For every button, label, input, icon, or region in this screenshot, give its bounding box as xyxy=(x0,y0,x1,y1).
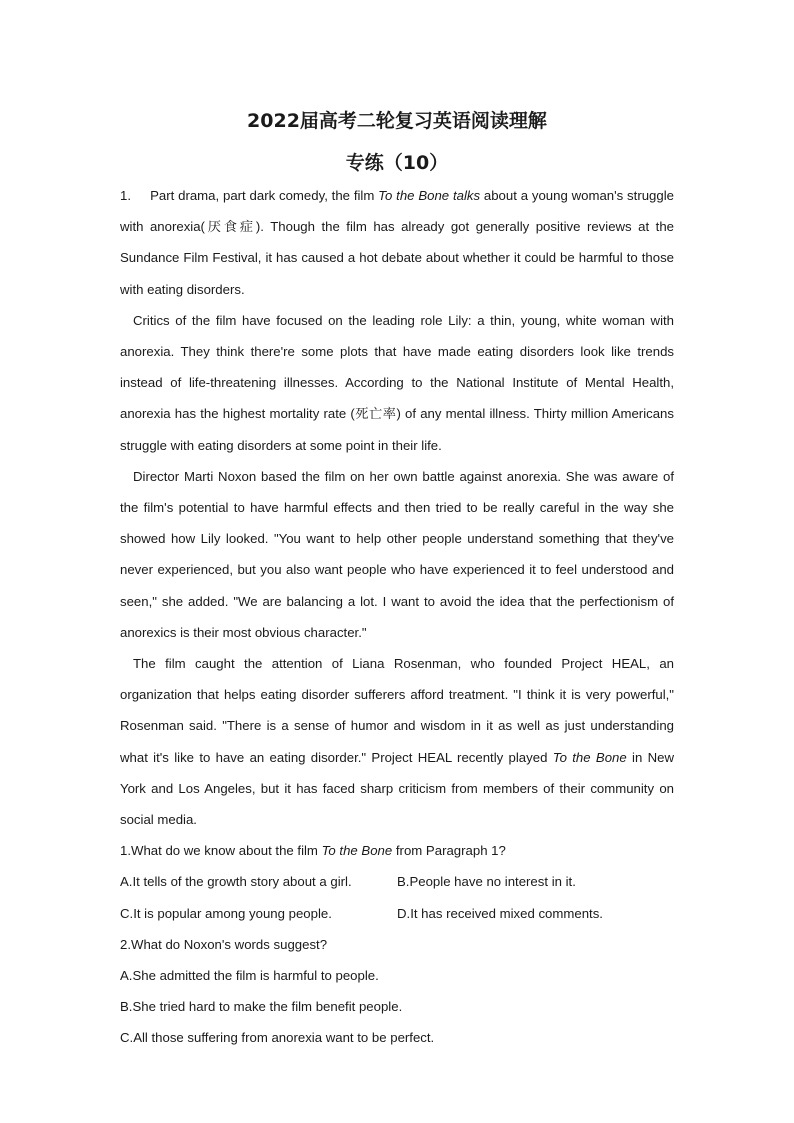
question-2: 2.What do Noxon's words suggest? xyxy=(120,936,328,952)
paragraph-1 xyxy=(120,180,674,305)
option-a: A.It tells of the growth story about a girl. xyxy=(120,874,352,890)
option-a: A.She admitted the film is harmful to people. xyxy=(120,968,379,984)
page-title: 2022届高考二轮复习英语阅读理解 xyxy=(247,110,547,132)
paragraph-1-text-b: about a young woman's struggle with anorexia(厌食症). Though the film has already got generally positive reviews at the Sundance Film Festival, it has caused a hot debate about whether it could be harmful to those with eating disorders. xyxy=(120,188,674,297)
question-1-options-row-1 xyxy=(120,866,674,897)
option-d: D.It has received mixed comments. xyxy=(397,905,603,921)
question-1-stem-a: 1.What do we know about the film xyxy=(120,843,322,859)
question-1 xyxy=(120,835,674,866)
option-b: B.People have no interest in it. xyxy=(397,874,576,890)
document-body xyxy=(120,180,674,1054)
question-1-stem-b: from Paragraph 1? xyxy=(392,843,506,859)
paragraph-number: 1. xyxy=(120,188,131,203)
paragraph-2: Critics of the film have focused on the leading role Lily: a thin, young, white woman with anorexia. They think there're some plots that have made eating disorders look like trends instead of life-threatening illnesses. According to the National Institute of Mental Health, anorexia has the highest mortality rate (死亡率) of any mental illness. Thirty million Americans struggle with eating disorders at some point in their life. xyxy=(120,312,674,453)
paragraph-4-text-a: The film caught the attention of Liana Rosenman, who founded Project HEAL, an organization that helps eating disorder sufferers afford treatment. "I think it is very powerful," Rosenman said. "There is a sense of humor and wisdom in it as well as just understanding what it's like to have an eating disorder." Project HEAL recently played xyxy=(120,656,674,765)
paragraph-3: Director Marti Noxon based the film on her own battle against anorexia. She was aware of the film's potential to have harmful effects and then tried to be really careful in the way she showed how Lily looked. "You want to help other people understand something that they've never experienced, but you also want people who have experienced it to feel understood and seen," she added. "We are balancing a lot. I want to avoid the idea that the perfectionism of anorexics is their most obvious character." xyxy=(120,468,674,640)
page-subtitle: 专练（10） xyxy=(345,152,449,174)
option-b: B.She tried hard to make the film benefit people. xyxy=(120,999,403,1015)
film-title: To the Bone talks xyxy=(378,188,481,203)
paragraph-1-text-a: Part drama, part dark comedy, the film xyxy=(150,188,379,203)
paragraph-4 xyxy=(120,648,674,835)
option-c: C.All those suffering from anorexia want to be perfect. xyxy=(120,1030,435,1046)
option-c: C.It is popular among young people. xyxy=(120,905,332,921)
film-title: To the Bone xyxy=(321,843,393,859)
question-1-options-row-2 xyxy=(120,898,674,929)
paragraph-4-text-b: in New York and Los Angeles, but it has faced sharp criticism from members of their community on social media. xyxy=(120,749,674,828)
film-title: To the Bone xyxy=(552,749,627,765)
